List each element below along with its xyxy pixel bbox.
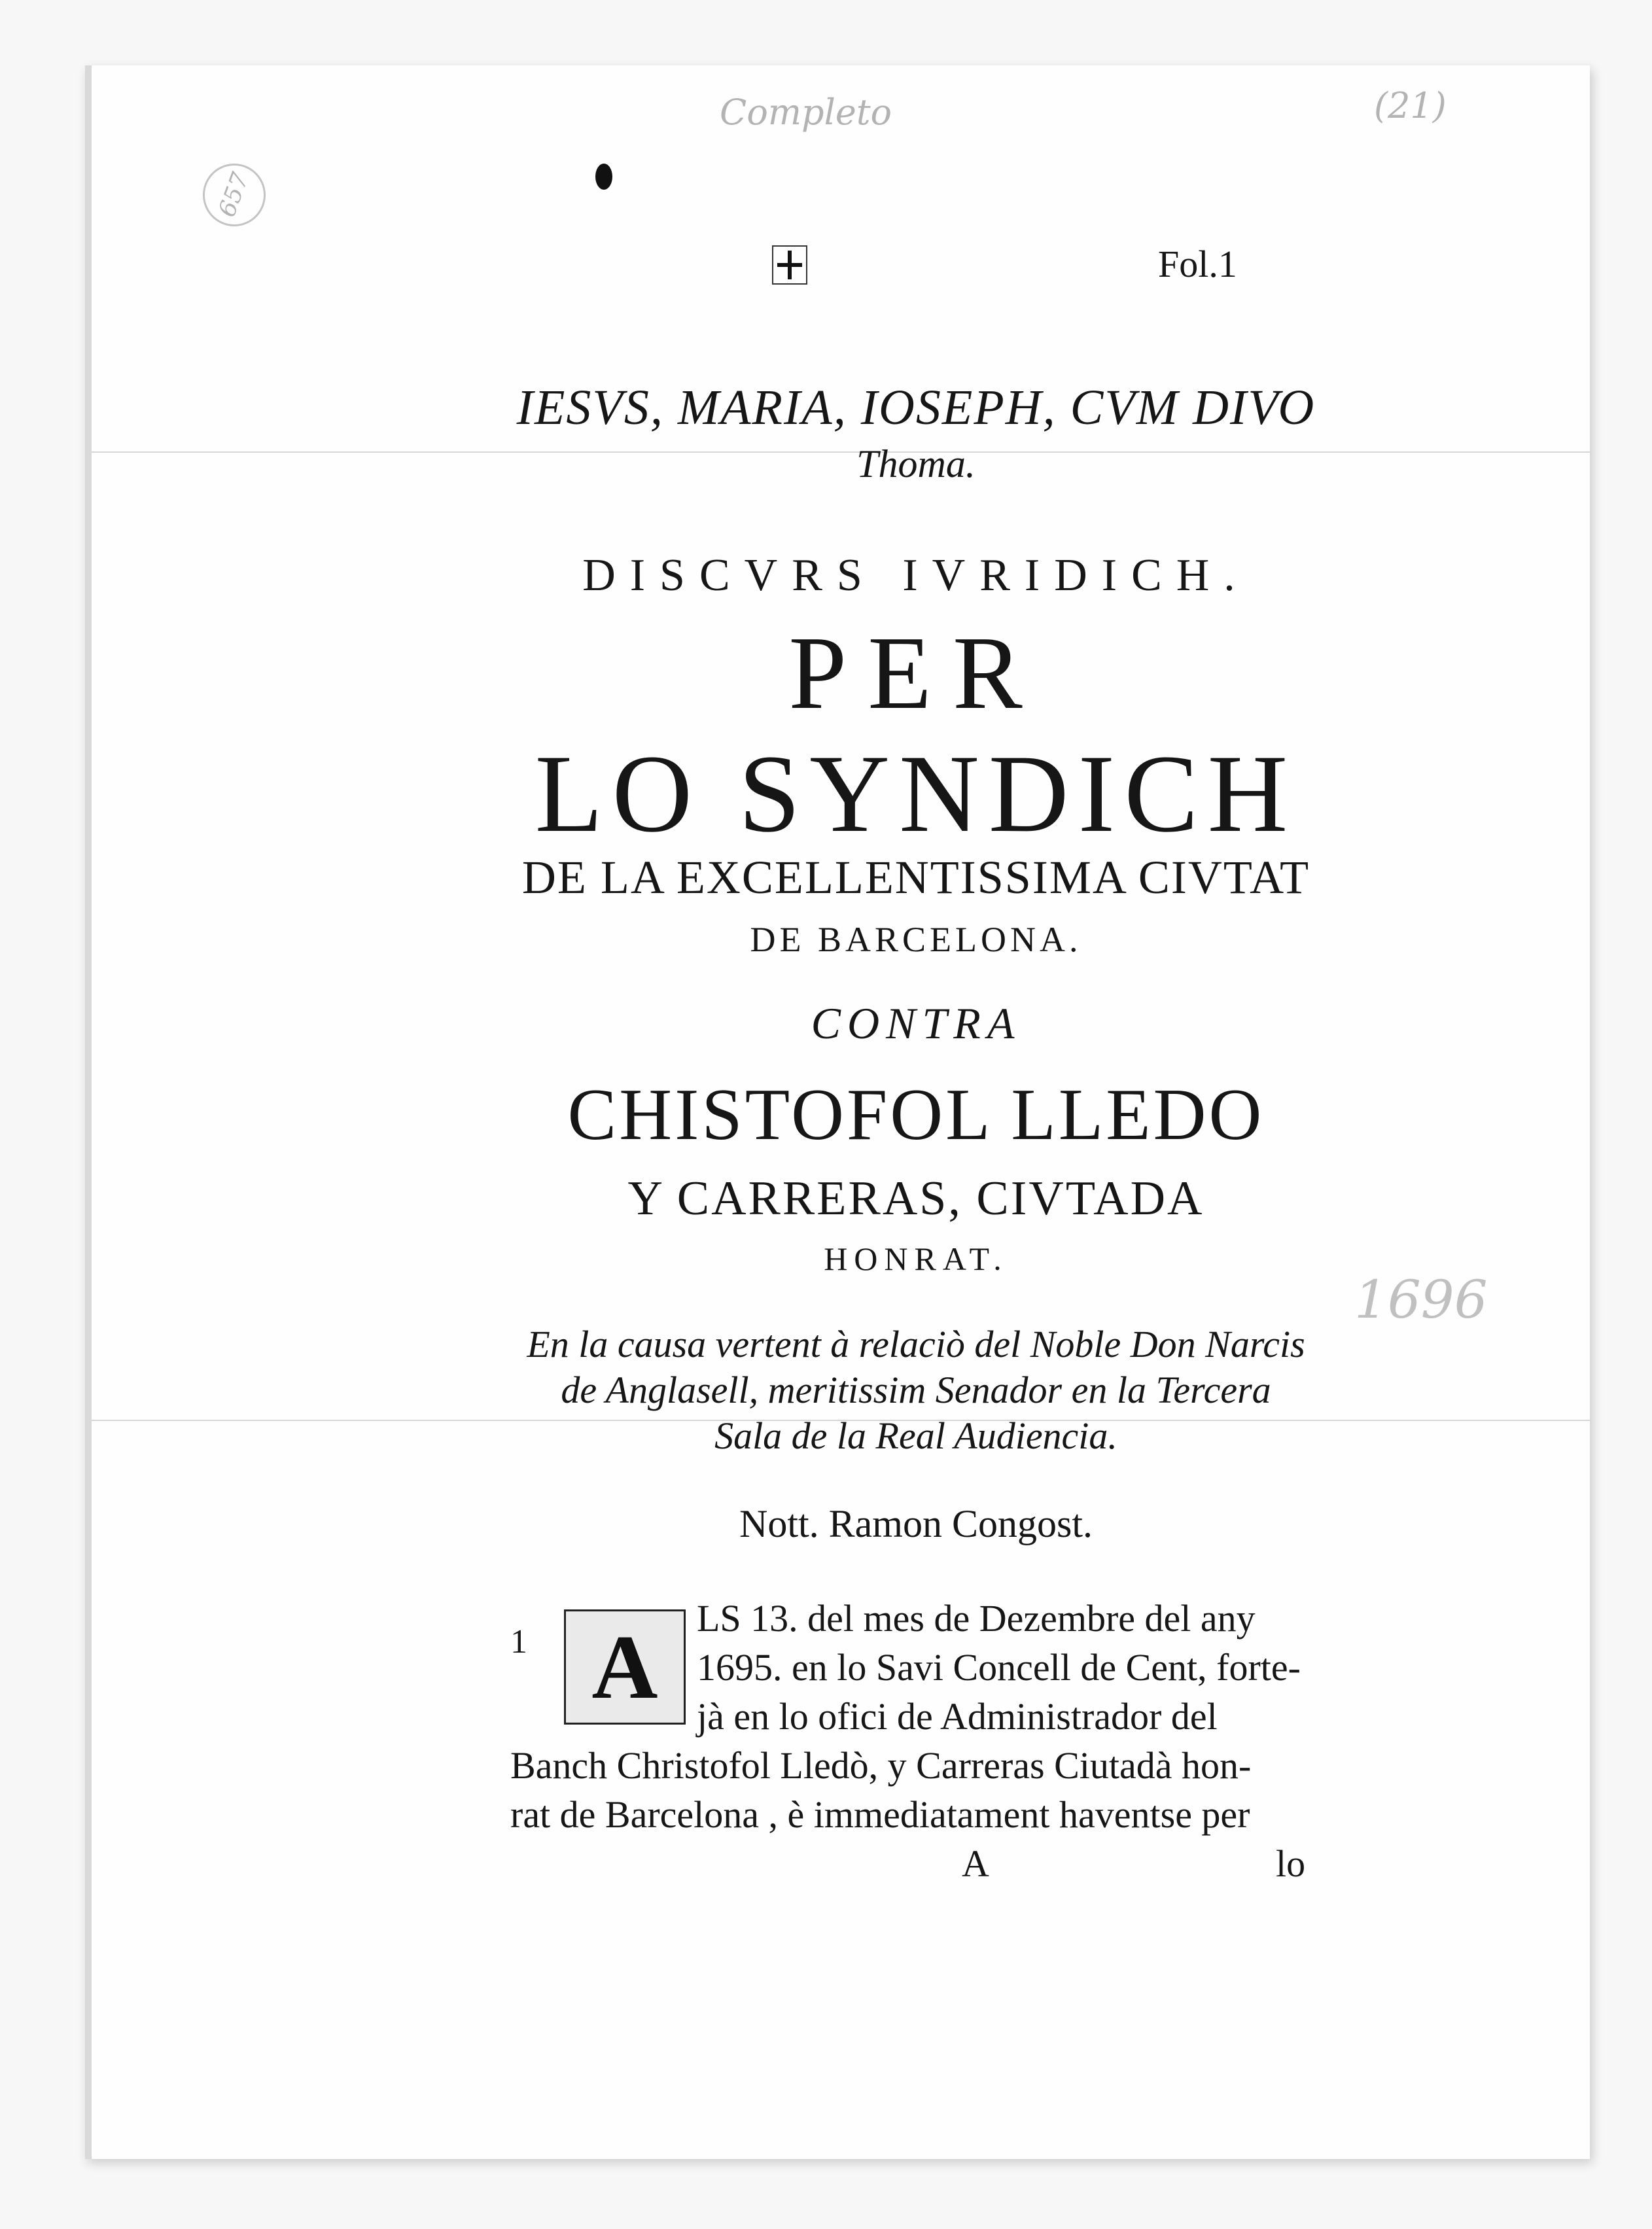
excellentissima-line: DE LA EXCELLENTISSIMA CIVTAT	[521, 851, 1310, 904]
folio-note: (21)	[1374, 85, 1447, 126]
causa-block	[484, 1322, 1348, 1459]
per-heading: PER	[788, 614, 1044, 731]
paragraph-line: 1695. en lo Savi Concell de Cent, forte-	[697, 1646, 1301, 1689]
decorated-initial	[564, 1609, 686, 1725]
paragraph-line: rat de Barcelona , è immediatament haventse per	[510, 1793, 1250, 1836]
signature-mark: A	[962, 1842, 989, 1885]
notary-line: Nott. Ramon Congost.	[739, 1502, 1093, 1545]
defendant-name: CHISTOFOL LLEDO	[567, 1074, 1265, 1155]
folio-number: Fol.1	[1158, 243, 1237, 285]
causa-line: de Anglasell, meritissim Senador en la Tercera	[561, 1369, 1271, 1411]
paragraph-line: jà en lo ofici de Administrador del	[697, 1695, 1218, 1738]
paragraph-line: Banch Christofol Lledò, y Carreras Ciutadà hon-	[510, 1744, 1252, 1787]
catchword: lo	[1276, 1842, 1306, 1885]
honrat-line: HONRAT.	[824, 1240, 1008, 1277]
cross-icon	[772, 245, 807, 285]
ink-dot	[595, 164, 612, 190]
archive-number-note: 657	[194, 154, 274, 235]
initial-letter: A	[591, 1616, 658, 1718]
document-page	[85, 65, 1590, 2159]
invocation-line: IESVS, MARIA, IOSEPH, CVM DIVO	[516, 380, 1316, 435]
invocation-continuation: Thoma.	[856, 442, 975, 485]
paragraph-number: 1	[510, 1623, 527, 1660]
contra-line: CONTRA	[811, 998, 1021, 1048]
year-note: 1696	[1354, 1269, 1488, 1330]
causa-line: En la causa vertent à relaciò del Noble Don Narcis	[527, 1323, 1305, 1365]
syndich-heading: LO SYNDICH	[535, 732, 1297, 855]
causa-line: Sala de la Real Audiencia.	[714, 1414, 1117, 1457]
margin-note: Completo	[720, 92, 892, 133]
defendant-surname-line: Y CARRERAS, CIVTADA	[627, 1172, 1204, 1225]
paragraph-line: LS 13. del mes de Dezembre del any	[697, 1597, 1256, 1640]
discurs-heading: DISCVRS IVRIDICH.	[582, 550, 1250, 601]
barcelona-line: DE BARCELONA.	[750, 920, 1082, 959]
